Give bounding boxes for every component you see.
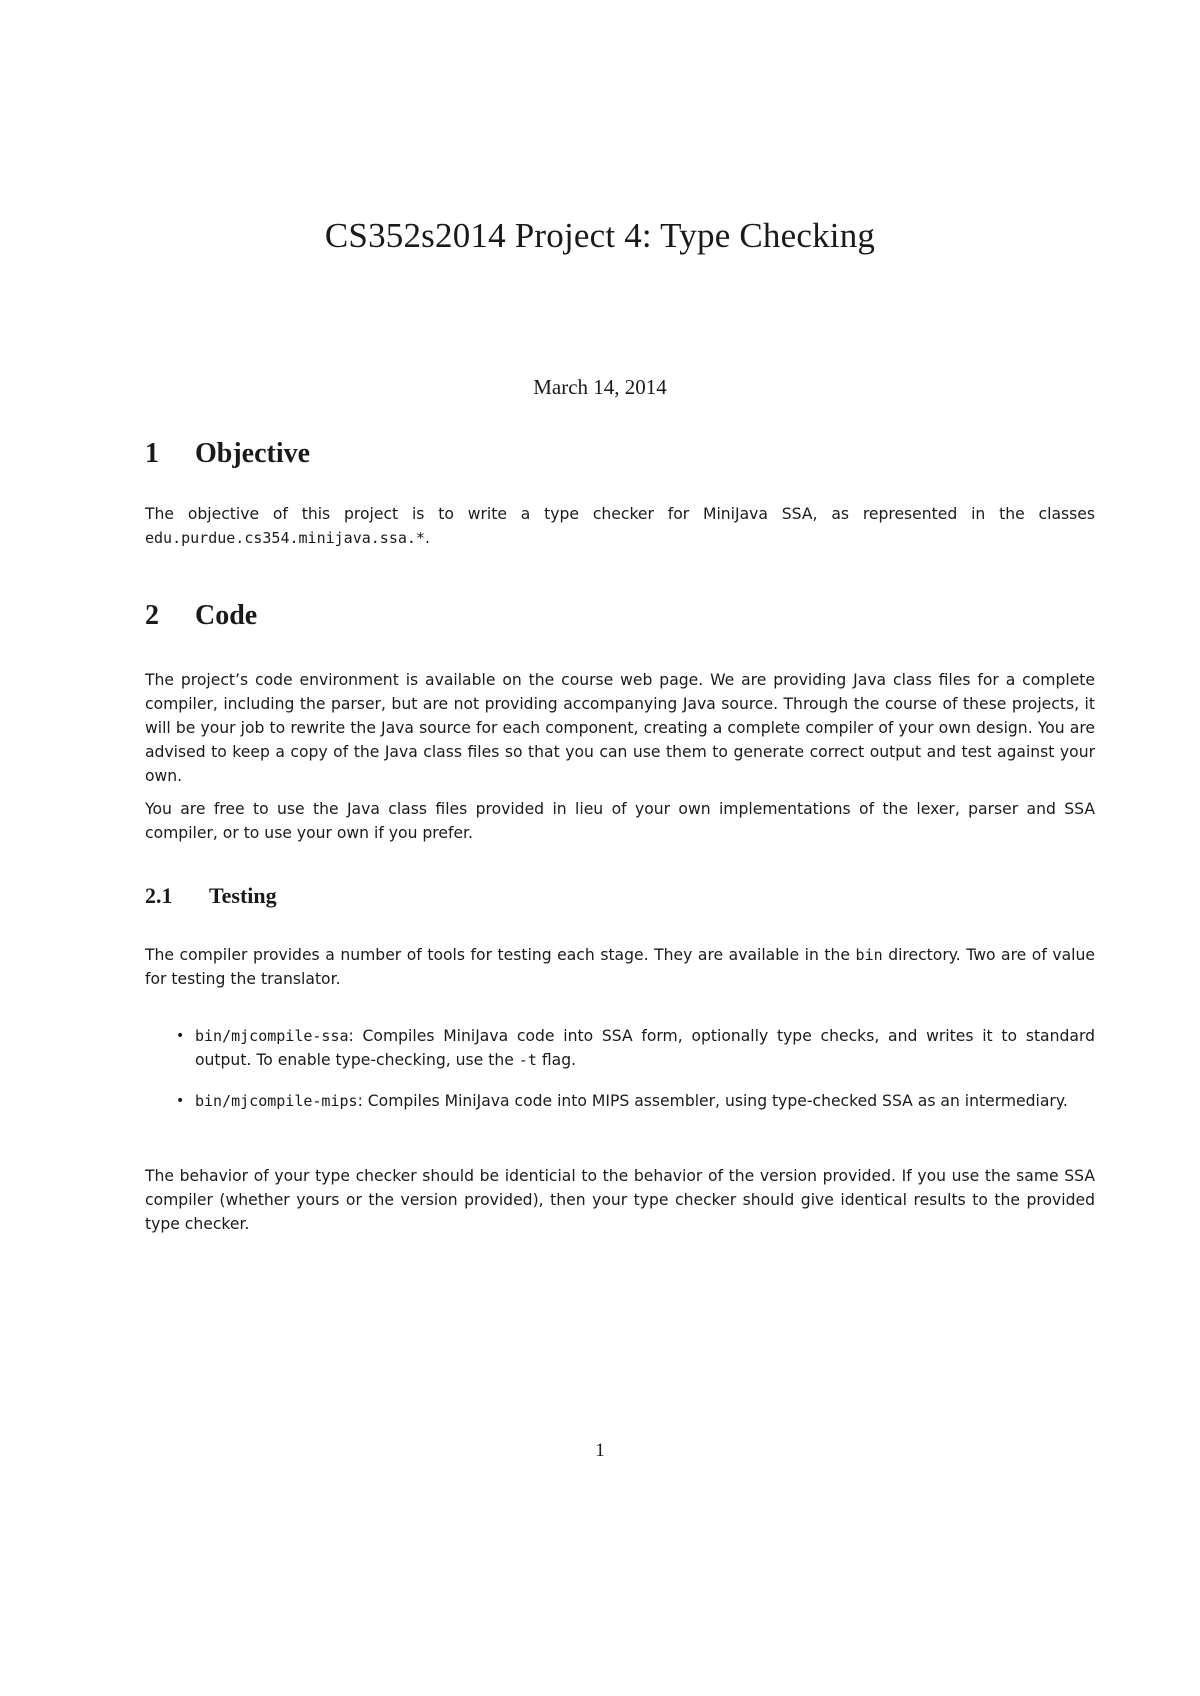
testing-paragraph-2: The behavior of your type checker should be identicial to the behavior of the version provided. If you use the same SSA compiler (whether yours or the version provided), then your type checker should give identical results to the provided type checker. — [145, 1167, 1095, 1233]
flag-name: -t — [518, 1051, 537, 1069]
list-item — [145, 1024, 1095, 1072]
section-heading-code — [145, 600, 257, 632]
subsection-heading-testing — [145, 883, 277, 909]
section-title: Code — [195, 600, 258, 631]
objective-paragraph — [145, 502, 1095, 550]
code-paragraph-2: You are free to use the Java class files provided in lieu of your own implementations of the lexer, parser and SSA compiler, or to use your own if you prefer. — [145, 800, 1095, 842]
objective-text: The objective of this project is to write a type checker for MiniJava SSA, as represented in the classes — [145, 505, 1095, 523]
testing-paragraph-1 — [145, 943, 1095, 991]
page-number: 1 — [595, 1440, 605, 1461]
document-date: March 14, 2014 — [533, 375, 667, 399]
section-number: 1 — [145, 438, 159, 469]
objective-end: . — [424, 529, 430, 547]
bullet-icon: • — [176, 1093, 185, 1109]
package-name: edu.purdue.cs354.minijava.ssa.* — [145, 529, 425, 547]
testing-text-end: directory. Two are of value for testing the translator. — [145, 946, 1095, 988]
tools-list — [145, 1024, 1095, 1130]
document-title: CS352s2014 Project 4: Type Checking — [324, 216, 876, 255]
bullet-icon: • — [176, 1028, 185, 1044]
section-title: Objective — [195, 438, 311, 469]
list-item — [145, 1089, 1095, 1113]
testing-text: The compiler provides a number of tools for testing each stage. They are available in the — [145, 946, 856, 964]
tool-name: bin/mjcompile-mips — [195, 1092, 358, 1110]
subsection-title: Testing — [209, 883, 277, 908]
tool-description-end: flag. — [536, 1051, 577, 1069]
tool-description: : Compiles MiniJava code into MIPS assembler, using type-checked SSA as an intermediary. — [357, 1092, 1068, 1110]
subsection-number: 2.1 — [145, 883, 173, 908]
tool-description: : Compiles MiniJava code into SSA form, optionally type checks, and writes it to standard output. To enable type-checking, use the — [195, 1027, 1095, 1069]
section-number: 2 — [145, 600, 159, 631]
code-paragraph-1: The project’s code environment is available on the course web page. We are providing Java class files for a complete compiler, including the parser, but are not providing accompanying Java source. Through the course of these projects, it will be your job to rewrite the Java source for each component, creating a complete compiler of your own design. You are advised to keep a copy of the Java class files so that you can use them to generate correct output and test against your own. — [145, 671, 1095, 785]
tool-name: bin/mjcompile-ssa — [195, 1027, 349, 1045]
bin-directory: bin — [855, 946, 883, 964]
section-heading-objective — [145, 438, 310, 470]
